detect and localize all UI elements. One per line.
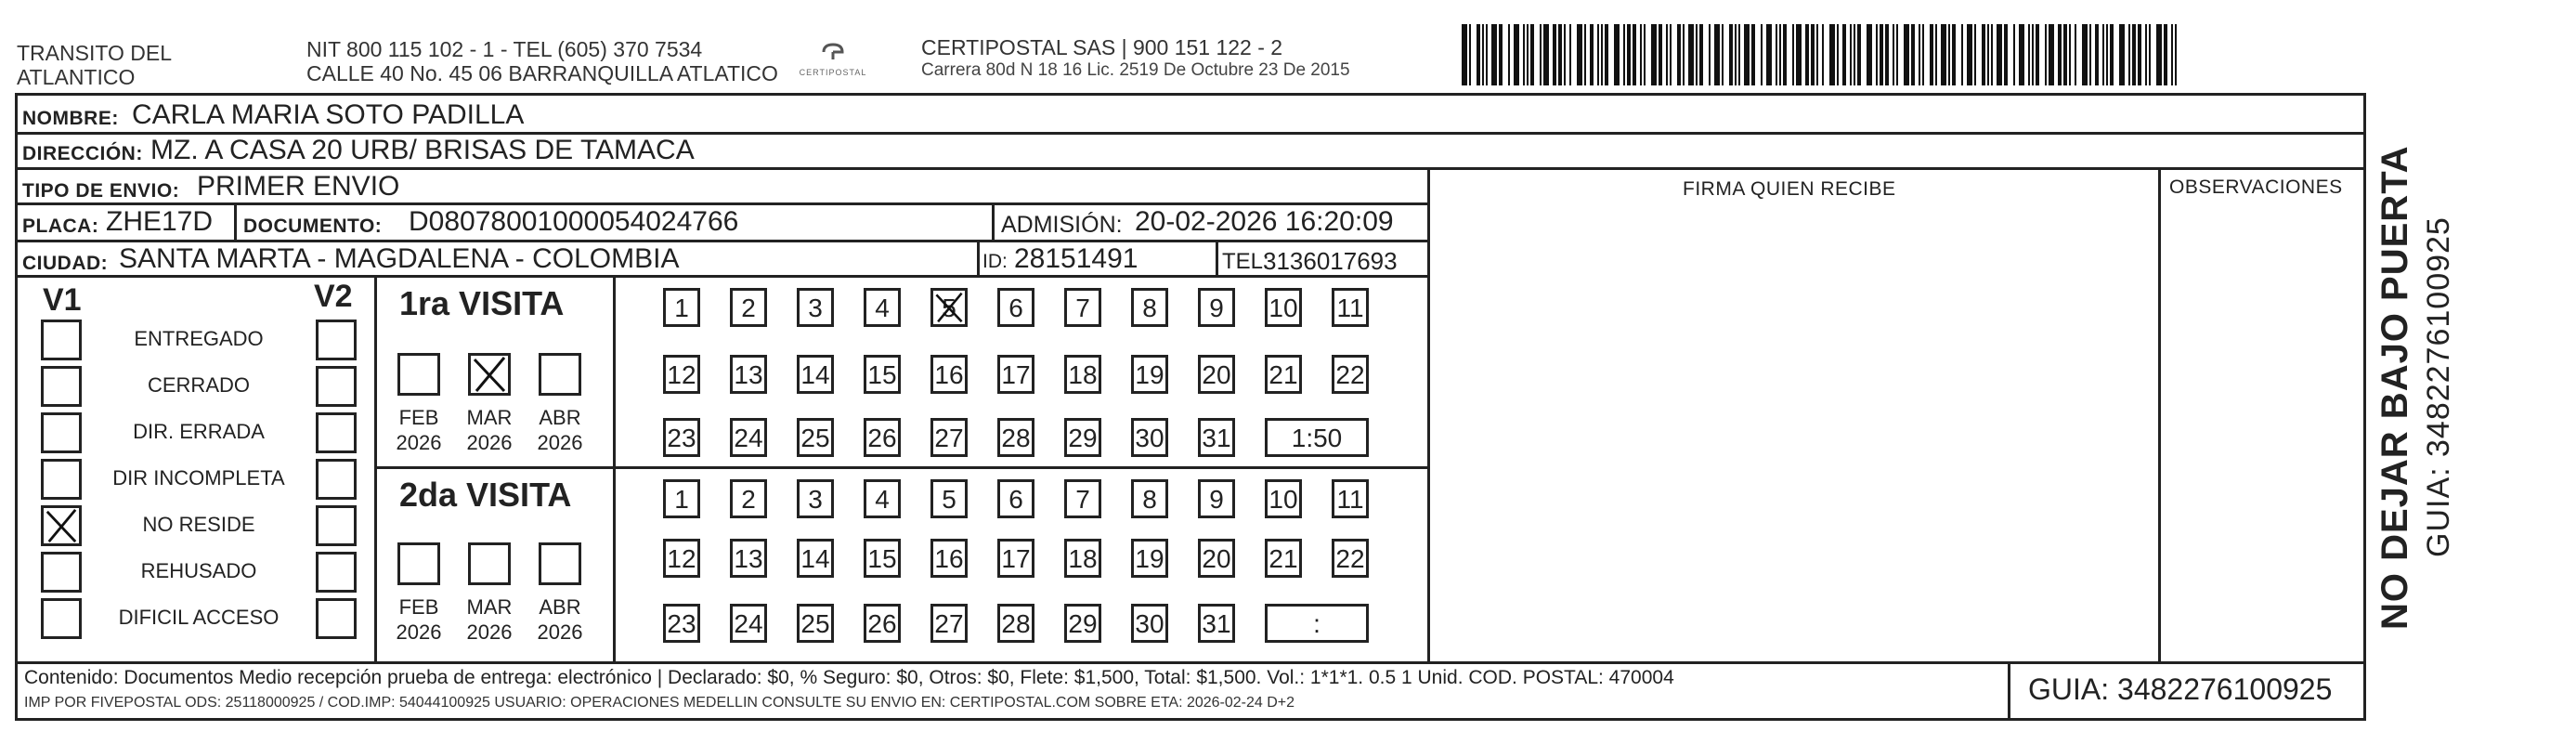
day-box[interactable]: 14 [797, 539, 834, 578]
barcode-bar [1491, 24, 1497, 85]
address-line: CALLE 40 No. 45 06 BARRANQUILLA ATLATICO [306, 61, 778, 85]
visita-divider [374, 466, 1429, 469]
day-box[interactable]: 17 [997, 355, 1034, 394]
month-label: ABR 2026 [537, 406, 583, 454]
day-box[interactable]: 31 [1198, 418, 1235, 457]
barcode-bar [1811, 24, 1815, 85]
observaciones-label: OBSERVACIONES [2169, 176, 2343, 198]
day-box[interactable]: 9 [1198, 479, 1235, 518]
col-divider-id [977, 240, 980, 275]
barcode-bar [1854, 24, 1855, 85]
documento-value: D08078001000054024766 [409, 206, 739, 237]
barcode-bar [1735, 24, 1737, 85]
company-name [17, 41, 172, 89]
nombre-label: NOMBRE: [22, 108, 119, 129]
day-box[interactable]: 28 [997, 418, 1034, 457]
barcode-bar [1816, 24, 1818, 85]
barcode-bar [2069, 24, 2071, 85]
barcode-bar [1633, 24, 1636, 85]
col-divider-status [374, 275, 377, 663]
status-label: DIR. ERRADA [133, 420, 265, 443]
day-box[interactable]: 23 [663, 604, 700, 643]
day-box[interactable]: 10 [1265, 288, 1302, 327]
barcode-bar [1991, 24, 1993, 85]
barcode-bar [1640, 24, 1642, 85]
day-box[interactable]: 16 [930, 539, 968, 578]
barcode-bar [1477, 24, 1480, 85]
day-box[interactable]: 23 [663, 418, 700, 457]
day-box[interactable]: 12 [663, 355, 700, 394]
day-box[interactable]: 10 [1265, 479, 1302, 518]
barcode-bar [1829, 24, 1835, 85]
barcode-bar [2175, 24, 2177, 85]
day-box[interactable]: 7 [1064, 479, 1101, 518]
barcode [1462, 24, 2186, 85]
day-box[interactable]: 3 [797, 288, 834, 327]
barcode-bar [1842, 24, 1846, 85]
barcode-bar [2171, 24, 2173, 85]
barcode-bar [1935, 24, 1937, 85]
barcode-bar [1952, 24, 1956, 85]
barcode-bar [1911, 24, 1915, 85]
barcode-bar [1527, 24, 1529, 85]
day-box[interactable]: 22 [1332, 539, 1369, 578]
month-checkbox[interactable] [539, 353, 581, 396]
barcode-bar [1666, 24, 1668, 85]
day-box[interactable]: 18 [1064, 355, 1101, 394]
barcode-bar [2032, 24, 2034, 85]
nombre-value: CARLA MARIA SOTO PADILLA [132, 99, 525, 130]
barcode-bar [2028, 24, 2030, 85]
day-box[interactable]: 24 [730, 604, 767, 643]
barcode-bar [1729, 24, 1733, 85]
day-box[interactable]: 2 [730, 288, 767, 327]
col-divider-firma [1427, 167, 1430, 663]
barcode-bar [2149, 24, 2151, 85]
barcode-bar [1696, 24, 1698, 85]
footer-contenido: Contenido: Documentos Medio recepción prueba de entrega: electrónico | Declarado: $0, % Seguro: $0, Otros: $0, Flete: $1,500, Total: $1,500. Vol.: 1*1*1. 0.5 1 Unid. COD. POSTAL: 470004 [24, 667, 1674, 688]
day-box[interactable]: 15 [864, 539, 901, 578]
certipostal-line: CERTIPOSTAL SAS | 900 151 122 - 2 [921, 35, 1283, 59]
barcode-bar [2063, 24, 2067, 85]
day-box[interactable]: 13 [730, 355, 767, 394]
barcode-bar [1623, 24, 1625, 85]
day-box[interactable]: 21 [1265, 355, 1302, 394]
barcode-bar [2164, 24, 2167, 85]
barcode-bar [1469, 24, 1471, 85]
barcode-bar [1880, 24, 1883, 85]
barcode-bar [1543, 24, 1549, 85]
col-divider-obs [2158, 167, 2161, 663]
day-box[interactable]: 11 [1332, 479, 1369, 518]
day-box[interactable]: 2 [730, 479, 767, 518]
row-divider [15, 167, 2366, 170]
barcode-bar [1850, 24, 1852, 85]
barcode-bar [2045, 24, 2047, 85]
barcode-bar [2075, 24, 2076, 85]
barcode-bar [2036, 24, 2039, 85]
day-box[interactable]: 31 [1198, 604, 1235, 643]
tipo-label: TIPO DE ENVIO: [22, 180, 180, 202]
col-divider-admision [992, 202, 995, 240]
tel-value: 3136017693 [1263, 247, 1398, 275]
barcode-bar [1569, 24, 1571, 85]
barcode-bar [2119, 24, 2125, 85]
barcode-bar [1614, 24, 1620, 85]
day-box[interactable]: 4 [864, 479, 901, 518]
side-guia-text: GUIA: 3482276100925 [2421, 216, 2456, 557]
barcode-bar [2082, 24, 2088, 85]
barcode-bar [1564, 24, 1566, 85]
company-line-1: TRANSITO DEL [17, 41, 172, 65]
barcode-bar [1974, 24, 1976, 85]
logo-icon [819, 41, 847, 63]
month-label: MAR 2026 [466, 595, 513, 644]
day-box[interactable]: 1 [663, 479, 700, 518]
day-box[interactable]: 25 [797, 418, 834, 457]
tel-label: TEL: [1222, 249, 1269, 274]
day-box[interactable]: 26 [864, 418, 901, 457]
month-label: FEB 2026 [396, 406, 442, 454]
barcode-bar [1590, 24, 1594, 85]
barcode-bar [1893, 24, 1894, 85]
barcode-bar [1876, 24, 1878, 85]
day-box[interactable]: 26 [864, 604, 901, 643]
barcode-bar [1919, 24, 1920, 85]
row-divider [15, 275, 1429, 278]
barcode-bar [1558, 24, 1562, 85]
day-box[interactable]: 9 [1198, 288, 1235, 327]
status-label: CERRADO [147, 373, 250, 397]
month-checkbox[interactable] [539, 542, 581, 585]
nit-line: NIT 800 115 102 - 1 - TEL (605) 370 7534 [306, 37, 703, 61]
barcode-bar [1530, 24, 1534, 85]
status-label: DIFICIL ACCESO [118, 606, 280, 629]
barcode-bar [2089, 24, 2091, 85]
barcode-bar [2019, 24, 2024, 85]
v1-header: V1 [43, 282, 82, 318]
certipostal-info [921, 35, 1350, 82]
day-box[interactable]: 6 [997, 288, 1034, 327]
day-box[interactable]: 19 [1131, 539, 1168, 578]
day-box[interactable]: 15 [864, 355, 901, 394]
barcode-bar [1677, 24, 1681, 85]
barcode-bar [2102, 24, 2104, 85]
barcode-bar [1699, 24, 1703, 85]
day-box[interactable]: 6 [997, 479, 1034, 518]
barcode-bar [1885, 24, 1889, 85]
month-label: ABR 2026 [537, 595, 583, 644]
barcode-bar [1627, 24, 1631, 85]
footer-imp: IMP POR FIVEPOSTAL ODS: 25118000925 / COD.IMP: 54044100925 USUARIO: OPERACIONES MEDELLIN CONSULTE SU ENVIO EN: CERTIPOSTAL.COM SOBRE ETA: 2026-02-24 D+2 [24, 695, 1295, 711]
status-label: REHUSADO [140, 559, 257, 582]
direccion-label: DIRECCIÓN: [22, 143, 143, 164]
day-box[interactable]: 28 [997, 604, 1034, 643]
day-box[interactable]: 16 [930, 355, 968, 394]
status-label: DIR INCOMPLETA [112, 466, 285, 489]
status-label: NO RESIDE [142, 513, 255, 536]
month-label: FEB 2026 [396, 595, 442, 644]
barcode-bar [1651, 24, 1657, 85]
barcode-bar [1644, 24, 1646, 85]
footer-guia: GUIA: 3482276100925 [2028, 672, 2333, 706]
row-divider [15, 202, 1429, 205]
footer-guia-divider [2008, 661, 2010, 721]
visita2-title: 2da VISITA [399, 476, 572, 514]
barcode-bar [1508, 24, 1510, 85]
day-box[interactable]: 29 [1064, 604, 1101, 643]
logo-text: CERTIPOSTAL [799, 68, 867, 77]
barcode-bar [1709, 24, 1711, 85]
barcode-bar [2004, 24, 2008, 85]
barcode-bar [1766, 24, 1772, 85]
footer-divider [15, 661, 2366, 664]
admision-value: 20-02-2026 16:20:09 [1135, 206, 1394, 237]
placa-label: PLACA: [22, 215, 99, 237]
day-box[interactable]: 1 [663, 288, 700, 327]
barcode-bar [2156, 24, 2162, 85]
barcode-bar [2138, 24, 2141, 85]
barcode-bar [1482, 24, 1484, 85]
day-box[interactable]: 22 [1332, 355, 1369, 394]
barcode-bar [1597, 24, 1599, 85]
day-box[interactable]: 4 [864, 288, 901, 327]
day-box[interactable]: 21 [1265, 539, 1302, 578]
no-dejar-text: NO DEJAR BAJO PUERTA [2374, 145, 2415, 630]
barcode-bar [2128, 24, 2130, 85]
barcode-bar [1688, 24, 1694, 85]
barcode-bar [1601, 24, 1603, 85]
barcode-bar [1783, 24, 1787, 85]
barcode-bar [2095, 24, 2099, 85]
barcode-bar [1486, 24, 1488, 85]
barcode-bar [1987, 24, 1989, 85]
day-box[interactable]: 13 [730, 539, 767, 578]
barcode-bar [1499, 24, 1503, 85]
status-label: ENTREGADO [134, 327, 264, 350]
barcode-bar [1738, 24, 1740, 85]
barcode-bar [2106, 24, 2108, 85]
day-box[interactable]: 27 [930, 604, 968, 643]
barcode-bar [1997, 24, 2002, 85]
barcode-bar [1961, 24, 1963, 85]
month-checkbox[interactable] [468, 353, 511, 396]
day-box[interactable]: 11 [1332, 288, 1369, 327]
day-box[interactable]: 8 [1131, 288, 1168, 327]
day-box[interactable]: 29 [1064, 418, 1101, 457]
barcode-bar [1922, 24, 1924, 85]
documento-label: DOCUMENTO: [243, 215, 383, 237]
barcode-bar [1659, 24, 1662, 85]
barcode-bar [1857, 24, 1861, 85]
ciudad-value: SANTA MARTA - MAGDALENA - COLOMBIA [119, 243, 680, 274]
barcode-bar [1670, 24, 1672, 85]
barcode-bar [1967, 24, 1972, 85]
day-box[interactable]: 20 [1198, 539, 1235, 578]
barcode-bar [2132, 24, 2136, 85]
month-checkbox[interactable] [397, 353, 440, 396]
barcode-bar [2058, 24, 2062, 85]
barcode-bar [1982, 24, 1985, 85]
col-divider-tel [1216, 240, 1218, 275]
barcode-bar [2013, 24, 2015, 85]
admision-label: ADMISIÓN: [1001, 212, 1123, 238]
ciudad-label: CIUDAD: [22, 253, 109, 274]
license-line: Carrera 80d N 18 16 Lic. 2519 De Octubre 23 De 2015 [921, 60, 1350, 80]
v2-header: V2 [314, 279, 353, 314]
day-box[interactable]: 7 [1064, 288, 1101, 327]
barcode-bar [1584, 24, 1586, 85]
time-box[interactable]: 1:50 [1265, 418, 1369, 457]
col-divider-placa [234, 202, 237, 240]
barcode-bar [1941, 24, 1946, 85]
barcode-bar [1744, 24, 1750, 85]
placa-value: ZHE17D [106, 206, 214, 237]
barcode-bar [2145, 24, 2147, 85]
barcode-bar [1761, 24, 1763, 85]
barcode-bar [1605, 24, 1608, 85]
barcode-bar [1792, 24, 1794, 85]
month-checkbox[interactable] [468, 542, 511, 585]
barcode-bar [1779, 24, 1781, 85]
barcode-bar [1948, 24, 1950, 85]
day-box[interactable]: 19 [1131, 355, 1168, 394]
barcode-bar [1683, 24, 1685, 85]
firma-label: FIRMA QUIEN RECIBE [1683, 178, 1896, 200]
col-divider-months [613, 275, 616, 663]
barcode-bar [2110, 24, 2114, 85]
id-label: ID: [982, 251, 1008, 272]
day-box[interactable]: 3 [797, 479, 834, 518]
barcode-bar [1523, 24, 1525, 85]
day-box[interactable]: 5 [930, 479, 968, 518]
barcode-bar [1796, 24, 1802, 85]
day-box[interactable]: 8 [1131, 479, 1168, 518]
company-line-2: ATLANTICO [17, 65, 136, 89]
day-box[interactable]: 17 [997, 539, 1034, 578]
day-box[interactable]: 12 [663, 539, 700, 578]
tipo-value: PRIMER ENVIO [197, 171, 400, 202]
barcode-bar [1462, 24, 1467, 85]
barcode-bar [1904, 24, 1909, 85]
barcode-bar [1837, 24, 1839, 85]
day-box[interactable]: 30 [1131, 418, 1168, 457]
month-checkbox[interactable] [397, 542, 440, 585]
day-box[interactable]: 24 [730, 418, 767, 457]
certipostal-logo [791, 41, 875, 77]
barcode-bar [1553, 24, 1556, 85]
barcode-bar [1540, 24, 1542, 85]
day-box[interactable]: 30 [1131, 604, 1168, 643]
month-label: MAR 2026 [466, 406, 513, 454]
day-box[interactable]: 25 [797, 604, 834, 643]
barcode-bar [1930, 24, 1933, 85]
barcode-bar [1805, 24, 1809, 85]
time-box[interactable]: : [1265, 604, 1369, 643]
day-box[interactable]: 14 [797, 355, 834, 394]
barcode-bar [1577, 24, 1582, 85]
day-box[interactable]: 5 [930, 288, 968, 327]
barcode-bar [1896, 24, 1898, 85]
barcode-bar [1822, 24, 1824, 85]
company-info [306, 37, 778, 85]
barcode-bar [1514, 24, 1519, 85]
barcode-bar [1722, 24, 1724, 85]
day-box[interactable]: 27 [930, 418, 968, 457]
barcode-bar [1751, 24, 1755, 85]
barcode-bar [1714, 24, 1720, 85]
day-box[interactable]: 20 [1198, 355, 1235, 394]
id-value: 28151491 [1014, 243, 1138, 274]
barcode-bar [2049, 24, 2054, 85]
visita1-title: 1ra VISITA [399, 284, 565, 322]
direccion-value: MZ. A CASA 20 URB/ BRISAS DE TAMACA [150, 135, 695, 165]
barcode-bar [1867, 24, 1872, 85]
barcode-bar [1776, 24, 1777, 85]
day-box[interactable]: 18 [1064, 539, 1101, 578]
